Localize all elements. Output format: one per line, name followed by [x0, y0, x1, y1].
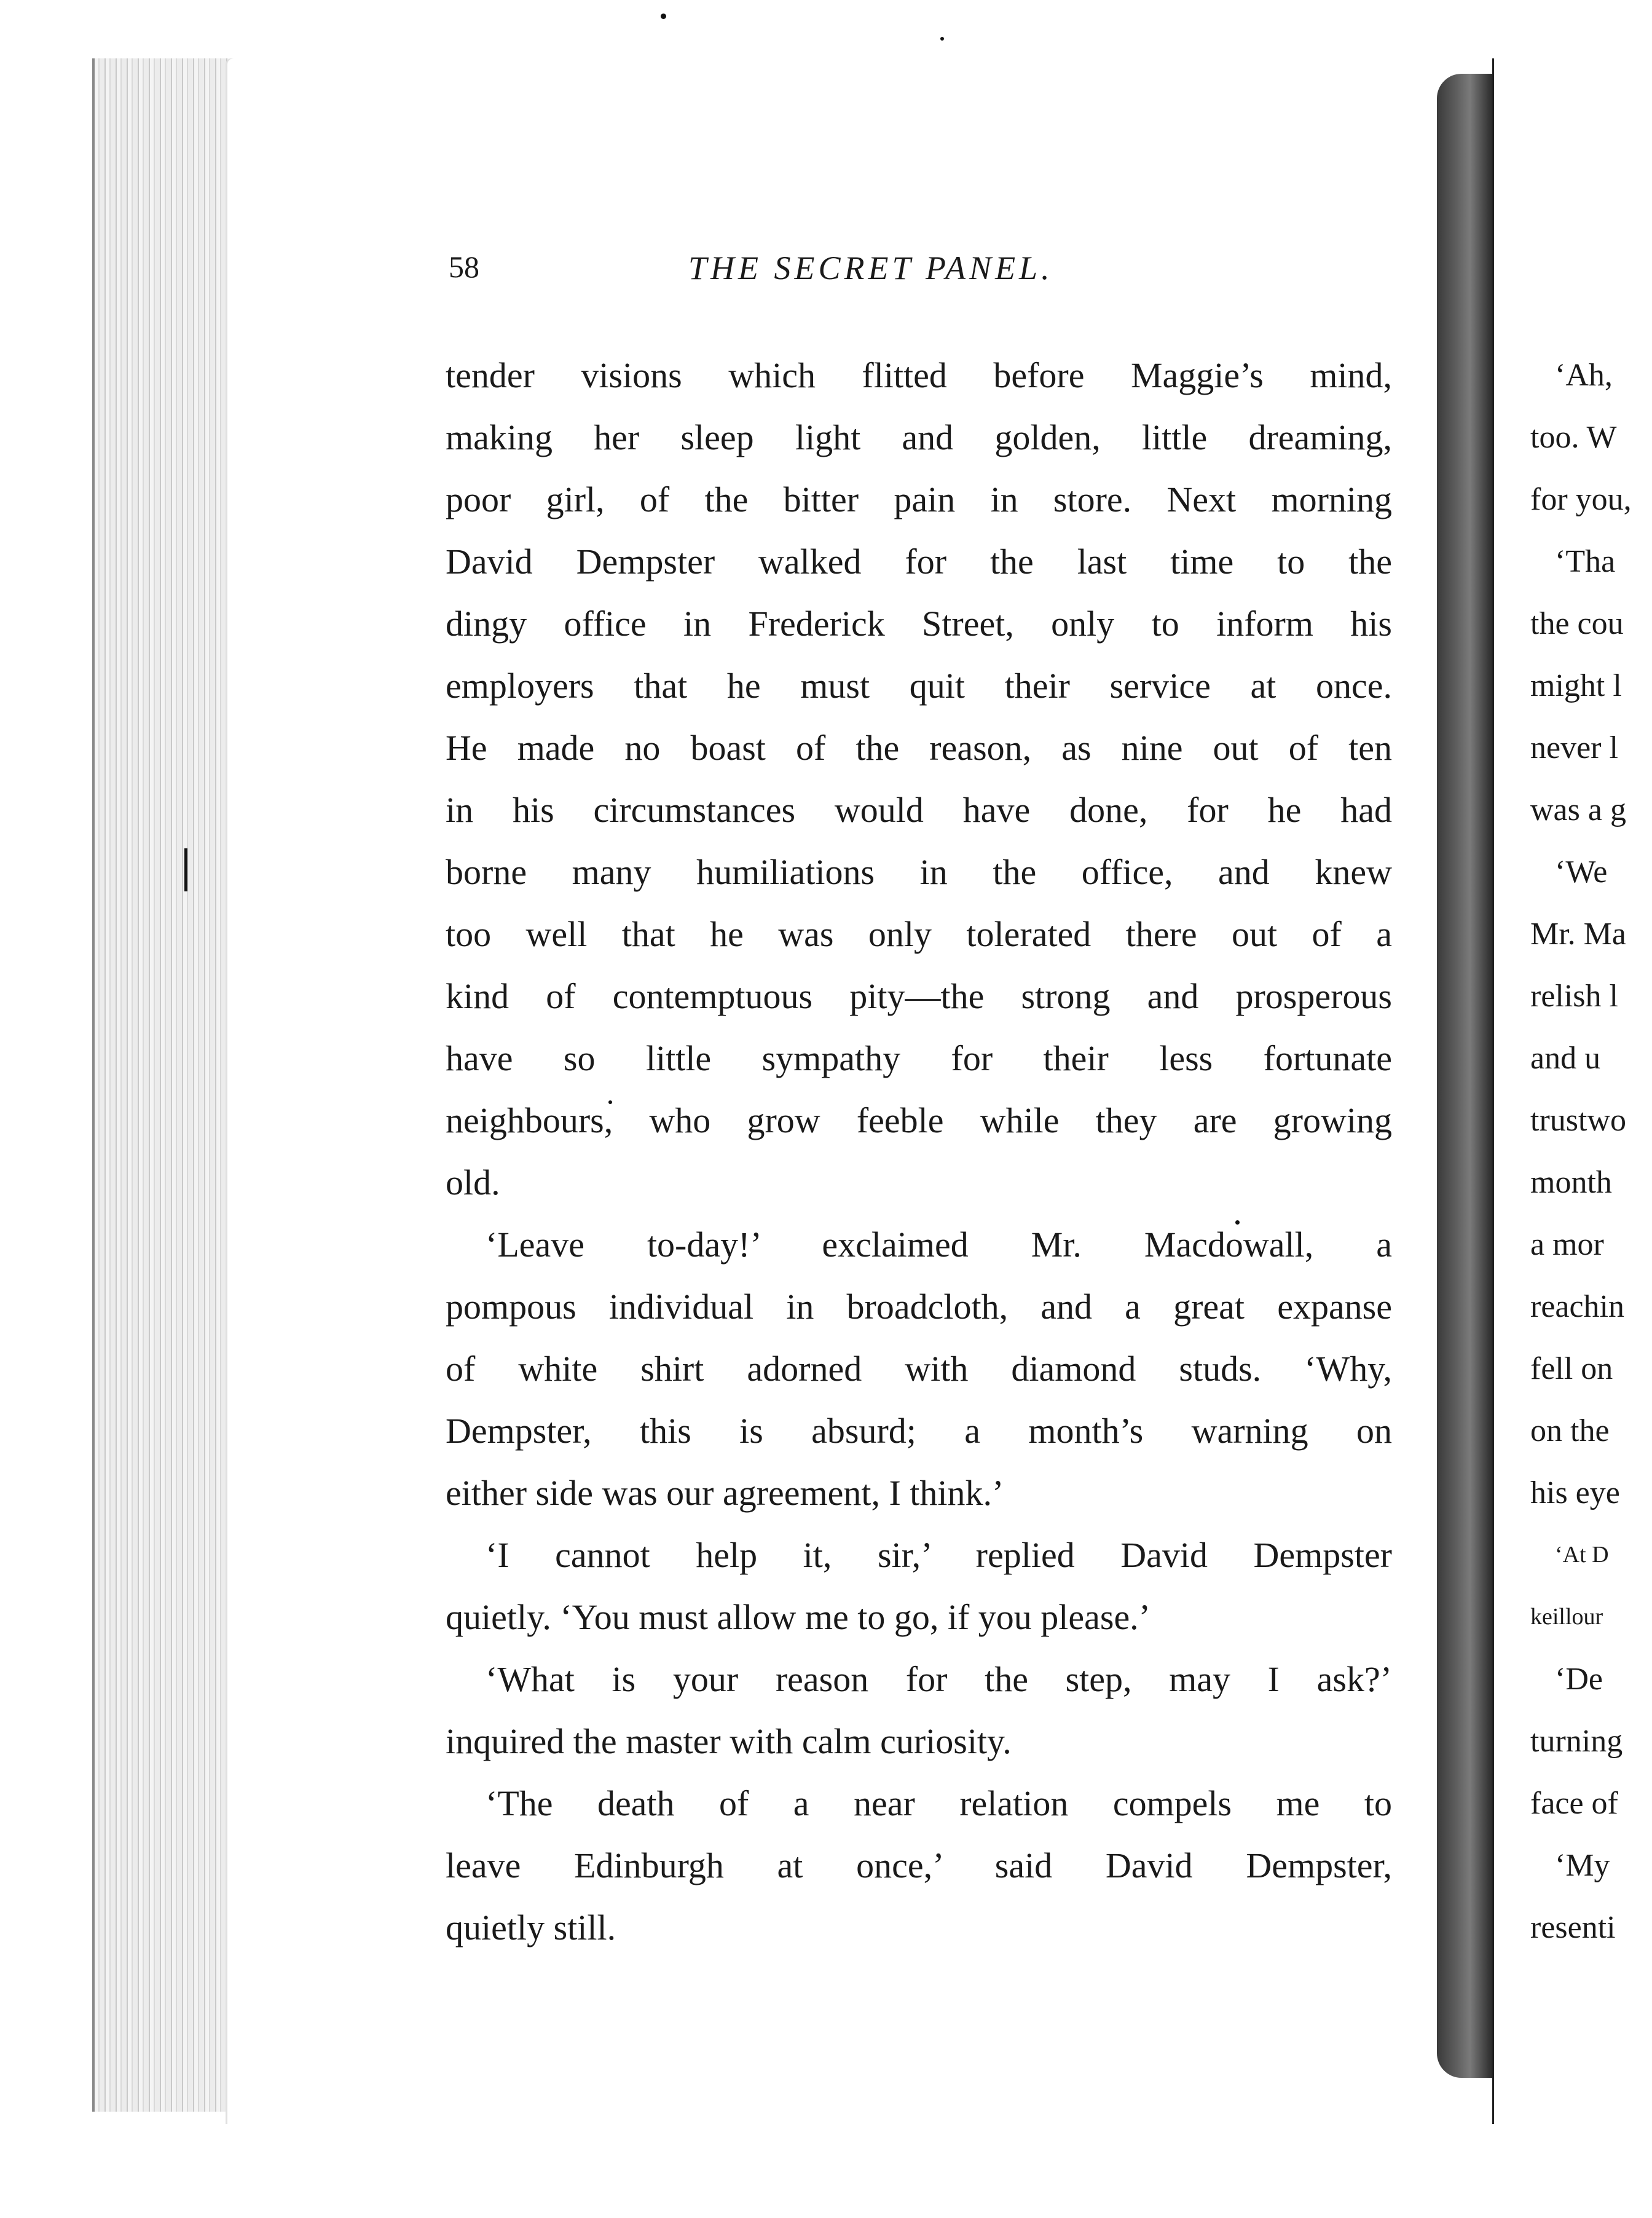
next-page-line: his eye — [1530, 1475, 1620, 1510]
next-page-line: too. W — [1530, 420, 1617, 455]
text-line: David Dempster walked for the last time to the — [446, 542, 1392, 582]
book-gutter — [1437, 74, 1492, 2078]
next-page-line: on the — [1530, 1413, 1610, 1448]
next-page-line: ‘Ah, — [1555, 358, 1613, 393]
next-page-line: resenti — [1530, 1910, 1616, 1945]
text-line: ‘What is your reason for the step, may I ask?’ — [486, 1659, 1392, 1699]
text-line: neighbours, who grow feeble while they are growing — [446, 1100, 1392, 1140]
text-line: ‘I cannot help it, sir,’ replied David Dempster — [486, 1535, 1392, 1575]
edge-mark — [184, 848, 187, 891]
text-line: of white shirt adorned with diamond studs. ‘Why, — [446, 1349, 1392, 1389]
next-page-line: Mr. Ma — [1530, 917, 1626, 952]
next-page-line: was a g — [1530, 792, 1626, 827]
text-line: quietly. ‘You must allow me to go, if you please.’ — [446, 1597, 1151, 1637]
text-line: leave Edinburgh at once,’ said David Dempster, — [446, 1845, 1392, 1885]
page-number: 58 — [449, 250, 479, 284]
text-line: Dempster, this is absurd; a month’s warning on — [446, 1411, 1392, 1451]
text-line: making her sleep light and golden, little dreaming, — [446, 417, 1392, 457]
text-line: either side was our agreement, I think.’ — [446, 1473, 1004, 1513]
page-header — [449, 249, 1162, 298]
text-line: in his circumstances would have done, for he had — [446, 790, 1392, 830]
next-page-line: might l — [1530, 668, 1622, 703]
text-line: ‘Leave to-day!’ exclaimed Mr. Macdowall, a — [486, 1225, 1392, 1265]
page-edges — [92, 58, 236, 2112]
text-line: dingy office in Frederick Street, only to inform his — [446, 604, 1392, 644]
text-line: ‘The death of a near relation compels me to — [486, 1783, 1392, 1823]
next-page-line: turning — [1530, 1724, 1623, 1759]
next-page-line: relish l — [1530, 979, 1618, 1014]
text-line: He made no boast of the reason, as nine out of ten — [446, 728, 1392, 768]
next-page-line: the cou — [1530, 606, 1624, 641]
next-page-line: reachin — [1530, 1289, 1625, 1324]
next-page-line: ‘De — [1555, 1662, 1603, 1697]
dust-speck — [940, 37, 944, 41]
text-line: quietly still. — [446, 1908, 616, 1948]
next-page-line: never l — [1530, 730, 1618, 765]
next-page-line: ‘My — [1555, 1848, 1610, 1883]
text-line: poor girl, of the bitter pain in store. Next morning — [446, 480, 1392, 519]
next-page-line: a mor — [1530, 1227, 1604, 1262]
text-line: employers that he must quit their service at once. — [446, 666, 1392, 706]
running-title: THE SECRET PANEL. — [688, 250, 1053, 286]
next-page-line: ‘We — [1555, 854, 1608, 890]
next-page-line: month — [1530, 1165, 1612, 1200]
text-line: kind of contemptuous pity—the strong and prosperous — [446, 976, 1392, 1016]
text-line: borne many humiliations in the office, and knew — [446, 852, 1392, 892]
next-page-line: fell on — [1530, 1351, 1613, 1386]
next-page-line: for you, — [1530, 482, 1632, 517]
next-page-text — [1530, 344, 1652, 1959]
body-text — [446, 344, 1392, 1959]
text-line: inquired the master with calm curiosity. — [446, 1721, 1012, 1761]
text-line: pompous individual in broadcloth, and a great expanse — [446, 1287, 1392, 1327]
text-line: have so little sympathy for their less fortunate — [446, 1038, 1392, 1078]
next-page-line: ‘Tha — [1555, 544, 1616, 579]
next-page-line: ‘At D — [1555, 1542, 1609, 1568]
next-page-line: keillour — [1530, 1604, 1603, 1630]
text-line: tender visions which flitted before Maggie’s mind, — [446, 355, 1392, 395]
dust-speck — [661, 14, 666, 19]
text-line: old. — [446, 1162, 500, 1202]
next-page-line: trustwo — [1530, 1103, 1626, 1138]
text-line: too well that he was only tolerated there out of a — [446, 914, 1392, 954]
next-page-line: and u — [1530, 1041, 1601, 1076]
next-page-line: face of — [1530, 1786, 1618, 1821]
